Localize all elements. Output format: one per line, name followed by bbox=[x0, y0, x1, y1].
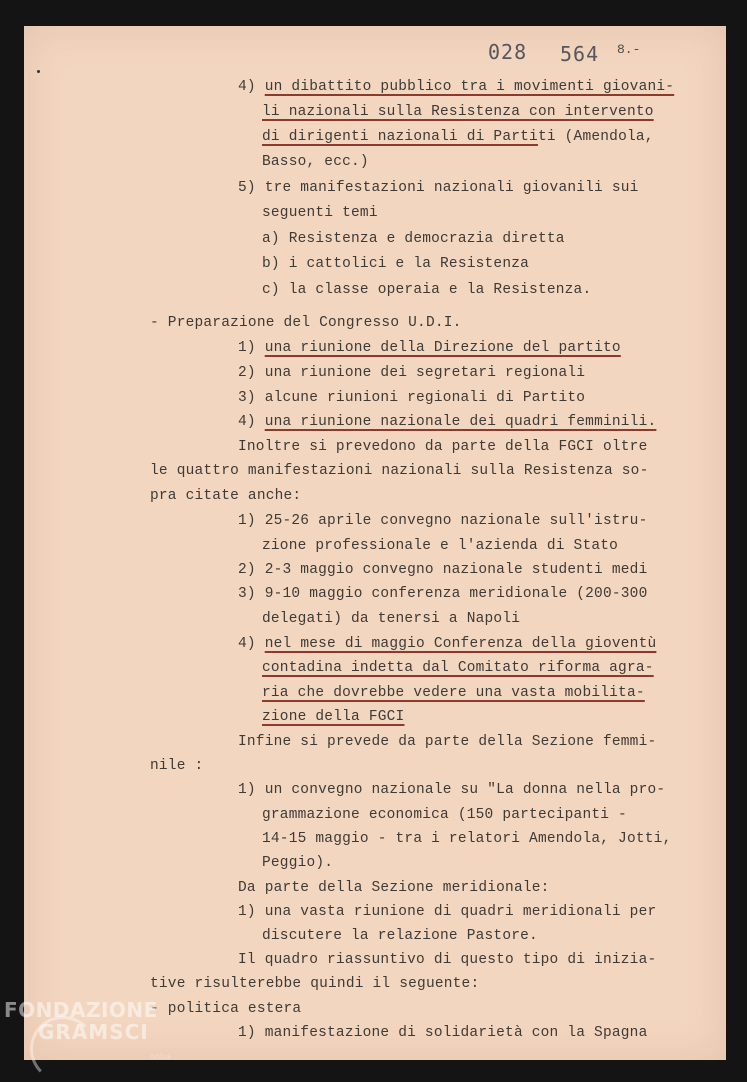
line-37: tive risulterebbe quindi il seguente: bbox=[150, 976, 480, 992]
line-30: grammazione economica (150 partecipanti - bbox=[262, 807, 627, 823]
line-11: 1) una riunione della Direzione del partito bbox=[238, 340, 621, 356]
line-16: le quattro manifestazioni nazionali sulla Resistenza so- bbox=[150, 463, 649, 479]
line-10: - Preparazione del Congresso U.D.I. bbox=[150, 315, 462, 331]
line-29: 1) un convegno nazionale su "La donna nella pro- bbox=[238, 782, 666, 798]
line-20: 2) 2-3 maggio convegno nazionale studenti medi bbox=[238, 562, 648, 578]
line-28: nile : bbox=[150, 758, 204, 774]
line-19: zione professionale e l'azienda di Stato bbox=[262, 538, 619, 554]
line-06: seguenti temi bbox=[262, 205, 378, 221]
line-07: a) Resistenza e democrazia diretta bbox=[262, 231, 565, 247]
line-24: contadina indetta dal Comitato riforma agra- bbox=[262, 660, 654, 676]
line-31: 14-15 maggio - tra i relatori Amendola, Jotti, bbox=[262, 831, 672, 847]
line-14: 4) una riunione nazionale dei quadri femminili. bbox=[238, 414, 657, 430]
line-15: Inoltre si prevedono da parte della FGCI oltre bbox=[238, 439, 648, 455]
watermark-line2: GRAMSCI bbox=[38, 1020, 149, 1044]
line-02: li nazionali sulla Resistenza con intervento bbox=[262, 104, 654, 120]
line-25: ria che dovrebbe vedere una vasta mobilita- bbox=[262, 685, 645, 701]
line-01-text: un dibattito pubblico tra i movimenti giovani- bbox=[264, 79, 675, 95]
line-13: 3) alcune riunioni regionali di Partito bbox=[238, 390, 586, 406]
line-32: Peggio). bbox=[262, 855, 334, 871]
ink-dot bbox=[37, 70, 40, 73]
archive-number-b: 564 bbox=[560, 42, 600, 66]
line-09: c) la classe operaia e la Resistenza. bbox=[262, 282, 592, 298]
line-12: 2) una riunione dei segretari regionali bbox=[238, 365, 586, 381]
line-35: discutere la relazione Pastore. bbox=[262, 928, 538, 944]
line-18: 1) 25-26 aprile convegno nazionale sull'istru- bbox=[238, 513, 648, 529]
line-01-num: 4) bbox=[238, 79, 265, 95]
line-22: delegati) da tenersi a Napoli bbox=[262, 611, 521, 627]
line-23: 4) nel mese di maggio Conferenza della gioventù bbox=[238, 636, 657, 652]
line-33: Da parte della Sezione meridionale: bbox=[238, 880, 550, 896]
watermark-line1: FONDAZIONE bbox=[4, 998, 158, 1022]
line-36: Il quadro riassuntivo di questo tipo di inizia- bbox=[238, 952, 657, 968]
line-34: 1) una vasta riunione di quadri meridionali per bbox=[238, 904, 657, 920]
line-27: Infine si prevede da parte della Sezione femmi- bbox=[238, 734, 657, 750]
line-05: 5) tre manifestazioni nazionali giovanili sui bbox=[238, 180, 639, 196]
line-17: pra citate anche: bbox=[150, 488, 302, 504]
archive-number-a: 028 bbox=[488, 40, 528, 64]
line-21: 3) 9-10 maggio conferenza meridionale (200-300 bbox=[238, 586, 648, 602]
line-39: 1) manifestazione di solidarietà con la Spagna bbox=[238, 1025, 648, 1041]
line-03: di dirigenti nazionali di Partiti (Amendola, bbox=[262, 129, 654, 145]
watermark-logo bbox=[4, 996, 194, 1078]
line-38: - politica estera bbox=[150, 1001, 302, 1017]
line-08: b) i cattolici e la Resistenza bbox=[262, 256, 530, 272]
line-04: Basso, ecc.) bbox=[262, 154, 369, 170]
watermark-line3: onlus bbox=[150, 1052, 172, 1061]
line-26: zione della FGCI bbox=[262, 709, 405, 725]
page-number: 8.- bbox=[617, 42, 641, 57]
